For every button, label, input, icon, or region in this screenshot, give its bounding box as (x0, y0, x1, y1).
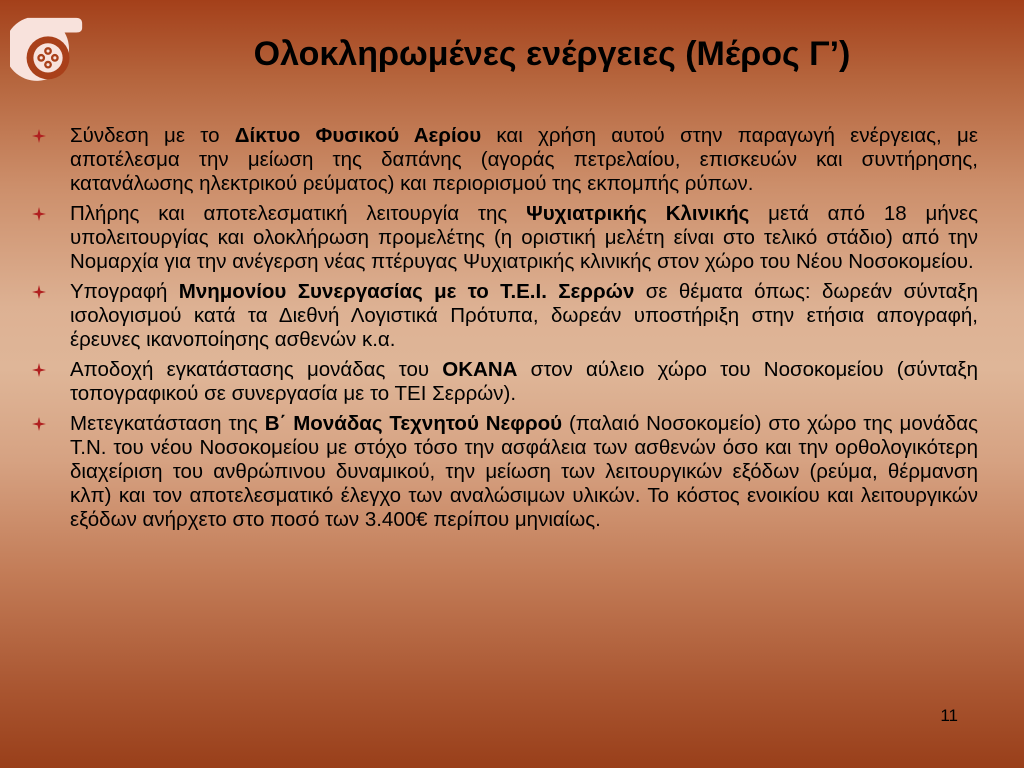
organization-logo-icon (10, 12, 88, 90)
bullet-text: Πλήρης και αποτελεσματική λειτουργία της (70, 202, 527, 225)
bullet-text: στον αύλειο χώρο του Νοσοκομείου (σύνταξη τοπογραφικού σε συνεργασία με το ΤΕΙ Σερρών). (70, 358, 978, 405)
bullet-bold-text: ΟΚΑΝΑ (442, 358, 518, 381)
bullet-text: και χρήση αυτού στην παραγωγή ενέργειας, με αποτέλεσμα την μείωση της δαπάνης (αγοράς πετρελαίου, επισκευών και συντήρησης, κατανάλωσης ηλεκτρικού ρεύματος) και περιορισμού της εκπομπής ρύπων. (70, 124, 978, 195)
star-bullet-icon (32, 417, 46, 431)
star-bullet-icon (32, 363, 46, 377)
star-bullet-icon (32, 207, 46, 221)
page-number: 11 (940, 706, 958, 725)
star-bullet-icon (32, 285, 46, 299)
bullet-text: μετά από 18 μήνες υπολειτουργίας και ολοκλήρωση προμελέτης (η οριστική μελέτη είναι στο τελικό στάδιο) από την Νομαρχία για την ανέγερση νέας πτέρυγας Ψυχιατρικής κλινικής στον χώρο του Νέου Νοσοκομείου. (70, 202, 978, 273)
bullet-list (32, 124, 978, 538)
bullet-text: Σύνδεση με το (70, 124, 235, 147)
bullet-bold-text: Β΄ Μονάδας Τεχνητού Νεφρού (264, 412, 563, 435)
bullet-text: Υπογραφή (70, 280, 179, 303)
bullet-text: Αποδοχή εγκατάστασης μονάδας του (70, 358, 443, 381)
bullet-text: (παλαιό Νοσοκομείο) στο χώρο της μονάδας Τ.Ν. του νέου Νοσοκομείου με στόχο τόσο την ασφάλεια των ασθενών όσο και την ορθολογικότερη διαχείριση του ανθρώπινου δυναμικού, την μείωση των λειτουργικών εξόδων (ρεύμα, θέρμανση κλπ) και τον αποτελεσματικό έλεγχο των αναλώσιμων υλικών. Το κόστος ενοικίου και λειτουργικών εξόδων ανήρχετο στο ποσό των 3.400€ περίπου μηνιαίως. (70, 412, 978, 531)
bullet-text: Μετεγκατάσταση της (70, 412, 265, 435)
star-bullet-icon (32, 129, 46, 143)
bullet-item (32, 358, 978, 406)
bullet-bold-text: Δίκτυο Φυσικού Αερίου (234, 124, 482, 147)
bullet-text: σε θέματα όπως: δωρεάν σύνταξη ισολογισμού κατά τα Διεθνή Λογιστικά Πρότυπα, δωρεάν υποστήριξη στην ετήσια απογραφή, έρευνες ικανοποίησης ασθενών κ.α. (70, 280, 978, 351)
slide-title: Ολοκληρωμένες ενέργειες (Μέρος Γ’) (253, 35, 851, 73)
bullet-item (32, 124, 978, 196)
bullet-item (32, 280, 978, 352)
bullet-bold-text: Μνημονίου Συνεργασίας με το Τ.Ε.Ι. Σερρών (178, 280, 635, 303)
bullet-item (32, 202, 978, 274)
bullet-bold-text: Ψυχιατρικής Κλινικής (526, 202, 750, 225)
bullet-item (32, 412, 978, 532)
